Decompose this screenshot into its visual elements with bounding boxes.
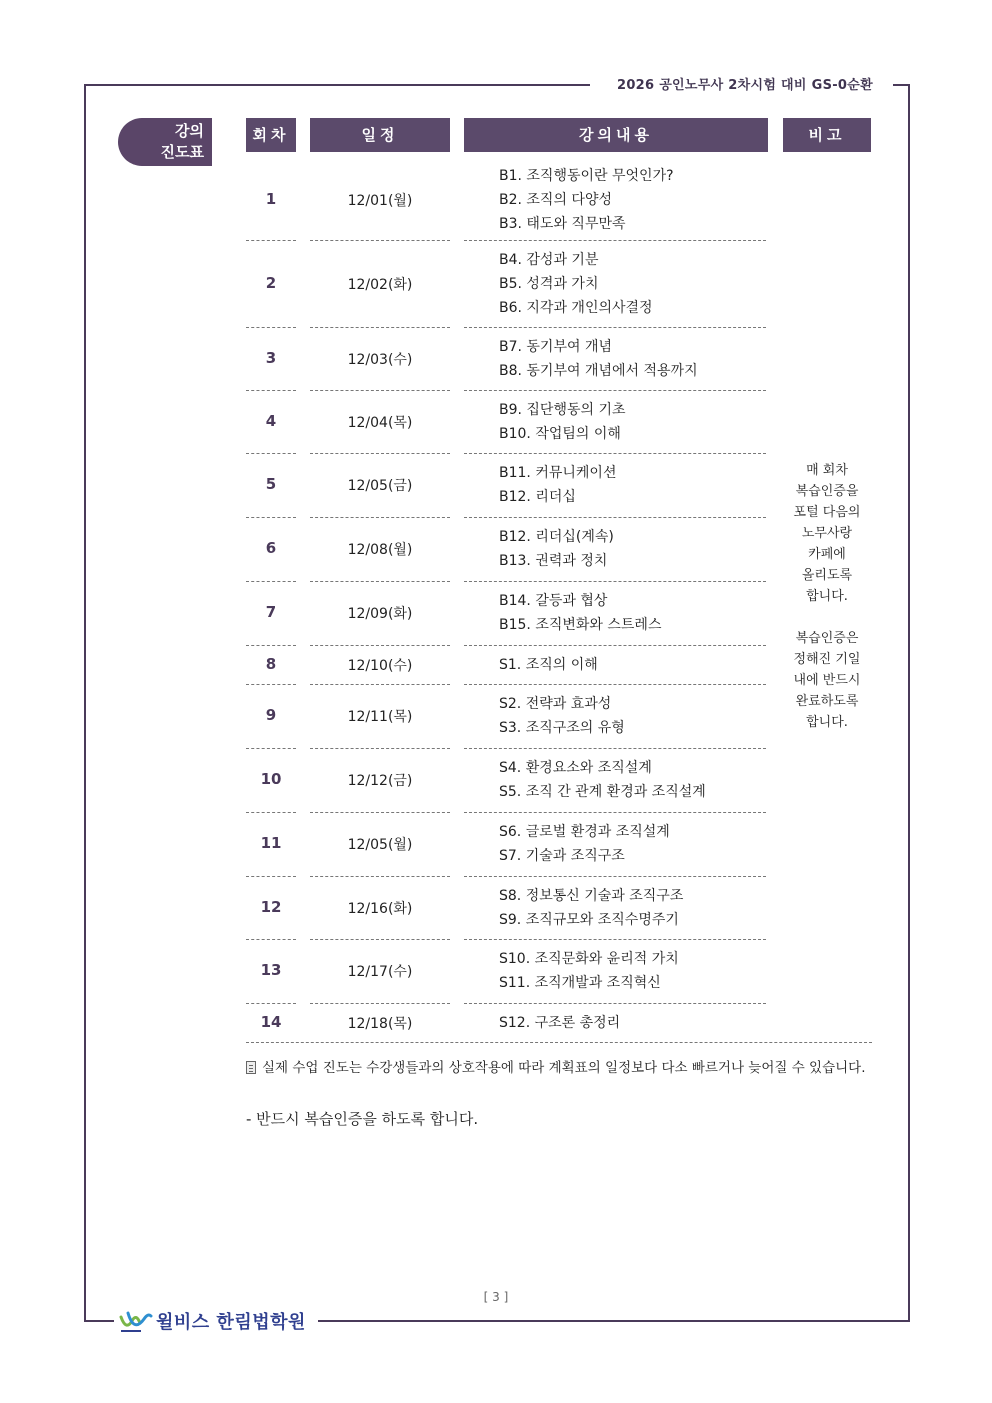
session-date: 12/05(월) bbox=[347, 837, 413, 853]
memo-icon bbox=[246, 1061, 256, 1074]
lecture-topic: B7. 동기부여 개념 bbox=[499, 338, 613, 355]
remark-line: 올리도록 bbox=[801, 568, 853, 583]
column-header-date: 일정 bbox=[310, 118, 450, 152]
schedule-note-text: 실제 수업 진도는 수강생들과의 상호작용에 따라 계획표의 일정보다 다소 빠르거나 늦어질 수 있습니다. bbox=[262, 1060, 866, 1076]
table-row bbox=[246, 327, 766, 390]
session-content bbox=[499, 335, 769, 383]
session-content bbox=[499, 947, 769, 995]
session-content bbox=[499, 525, 769, 573]
session-number: 9 bbox=[265, 706, 277, 724]
lecture-topic: B15. 조직변화와 스트레스 bbox=[499, 617, 662, 633]
session-number: 6 bbox=[265, 539, 277, 557]
frame-line-right bbox=[908, 84, 910, 1321]
lecture-topic: B6. 지각과 개인의사결정 bbox=[499, 299, 653, 316]
session-number: 10 bbox=[260, 770, 282, 788]
footer-logo bbox=[118, 1306, 306, 1336]
remark-line: 노무사랑 bbox=[801, 526, 853, 541]
table-row bbox=[246, 1003, 766, 1042]
lecture-topic: S10. 조직문화와 윤리적 가치 bbox=[499, 951, 679, 967]
session-content bbox=[499, 398, 769, 446]
lecture-topic: B12. 리더십(계속) bbox=[499, 529, 614, 545]
session-content bbox=[499, 248, 769, 320]
table-row bbox=[246, 939, 766, 1003]
table-row bbox=[246, 160, 766, 240]
lecture-topic: B11. 커뮤니케이션 bbox=[499, 465, 617, 481]
session-number: 1 bbox=[265, 190, 277, 208]
remark-line: 복습인증은 bbox=[795, 631, 859, 646]
lecture-topic: S11. 조직개발과 조직혁신 bbox=[499, 975, 661, 991]
frame-line-left bbox=[84, 84, 86, 1321]
table-row bbox=[246, 645, 766, 684]
session-content bbox=[499, 1011, 769, 1035]
session-content bbox=[499, 884, 769, 932]
lecture-topic: S6. 글로벌 환경과 조직설계 bbox=[499, 824, 670, 840]
session-number: 14 bbox=[260, 1012, 282, 1031]
session-number: 12 bbox=[260, 897, 282, 916]
section-tag-line2: 진도표 bbox=[160, 143, 204, 161]
column-header-session: 회차 bbox=[246, 118, 296, 152]
section-tag-line1: 강의 bbox=[175, 122, 204, 140]
remark-line: 매 회차 bbox=[806, 463, 848, 478]
lecture-topic: B2. 조직의 다양성 bbox=[499, 192, 613, 208]
lecture-topic: B9. 집단행동의 기초 bbox=[499, 401, 626, 418]
session-number: 4 bbox=[265, 411, 277, 430]
footer-logo-text: 윌비스 한림법학원 bbox=[156, 1312, 306, 1333]
session-date: 12/16(화) bbox=[347, 900, 413, 917]
session-content bbox=[499, 820, 769, 868]
session-date: 12/17(수) bbox=[347, 964, 413, 980]
lecture-topic: B12. 리더십 bbox=[499, 489, 576, 505]
lecture-topic: B4. 감성과 기분 bbox=[499, 251, 599, 268]
section-tag bbox=[118, 118, 212, 166]
remark-line: 카페에 bbox=[808, 547, 846, 562]
session-date: 12/02(화) bbox=[347, 276, 413, 293]
lecture-topic: B10. 작업팀의 이해 bbox=[499, 425, 621, 442]
lecture-topic: B13. 권력과 정치 bbox=[499, 553, 608, 569]
remark-paragraph-1 bbox=[783, 460, 871, 607]
frame-line-bottom bbox=[318, 1320, 910, 1322]
table-row bbox=[246, 517, 766, 581]
schedule-note bbox=[246, 1056, 886, 1076]
session-date: 12/09(화) bbox=[347, 606, 413, 622]
session-number: 3 bbox=[265, 348, 277, 367]
session-number: 5 bbox=[265, 475, 277, 493]
lecture-topic: S2. 전략과 효과성 bbox=[499, 696, 612, 712]
session-date: 12/01(월) bbox=[347, 193, 413, 209]
remark-line: 내에 반드시 bbox=[793, 673, 861, 688]
lecture-topic: S9. 조직규모와 조직수명주기 bbox=[499, 911, 679, 928]
document-header-title: 2026 공인노무사 2차시험 대비 GS-0순환 bbox=[616, 78, 873, 93]
lecture-topic: S4. 환경요소와 조직설계 bbox=[499, 760, 652, 776]
table-row bbox=[246, 812, 766, 876]
session-content bbox=[499, 164, 769, 236]
table-row bbox=[246, 240, 766, 327]
session-content bbox=[499, 692, 769, 740]
session-number: 11 bbox=[260, 834, 282, 852]
lecture-topic: S7. 기술과 조직구조 bbox=[499, 848, 625, 864]
table-row bbox=[246, 390, 766, 453]
session-date: 12/11(목) bbox=[347, 709, 413, 725]
session-content bbox=[499, 589, 769, 637]
session-date: 12/03(수) bbox=[347, 351, 413, 368]
remark-line: 합니다. bbox=[806, 589, 848, 604]
lecture-topic: S1. 조직의 이해 bbox=[499, 656, 598, 673]
remark-line: 완료하도록 bbox=[795, 694, 859, 709]
column-header-content: 강의내용 bbox=[464, 118, 768, 152]
lecture-topic: S5. 조직 간 관계 환경과 조직설계 bbox=[499, 784, 706, 800]
lecture-topic: S12. 구조론 총정리 bbox=[499, 1014, 621, 1031]
remark-line: 복습인증을 bbox=[795, 484, 859, 499]
session-content bbox=[499, 756, 769, 804]
table-row bbox=[246, 453, 766, 517]
table-row bbox=[246, 748, 766, 812]
session-date: 12/05(금) bbox=[347, 478, 413, 494]
frame-line-bottom-left bbox=[84, 1320, 114, 1322]
remark-paragraph-2 bbox=[783, 628, 871, 733]
remark-text bbox=[783, 460, 871, 754]
session-number: 2 bbox=[265, 273, 277, 292]
remark-line: 포털 다음의 bbox=[793, 505, 861, 520]
lecture-topic: B8. 동기부여 개념에서 적용까지 bbox=[499, 362, 698, 379]
session-date: 12/10(수) bbox=[347, 657, 413, 674]
table-row bbox=[246, 684, 766, 748]
session-date: 12/18(목) bbox=[347, 1015, 413, 1032]
table-row bbox=[246, 876, 766, 939]
session-number: 7 bbox=[265, 603, 277, 621]
table-row bbox=[246, 581, 766, 645]
row-divider bbox=[246, 1042, 872, 1043]
session-date: 12/08(월) bbox=[347, 542, 413, 558]
session-number: 8 bbox=[265, 654, 277, 673]
frame-line-top bbox=[84, 84, 590, 86]
remark-line: 정해진 기일 bbox=[793, 652, 861, 667]
lecture-topic: S3. 조직구조의 유형 bbox=[499, 720, 625, 736]
willbes-logo-icon bbox=[118, 1307, 154, 1335]
lecture-topic: B14. 갈등과 협상 bbox=[499, 593, 608, 609]
page-number: [ 3 ] bbox=[483, 1290, 509, 1304]
frame-line-top-right bbox=[893, 84, 909, 86]
lecture-topic: B3. 태도와 직무만족 bbox=[499, 216, 626, 232]
session-number: 13 bbox=[260, 961, 282, 979]
session-date: 12/04(목) bbox=[347, 414, 413, 431]
remark-line: 합니다. bbox=[806, 715, 848, 730]
lecture-topic: B1. 조직행동이란 무엇인가? bbox=[499, 168, 674, 184]
review-reminder: - 반드시 복습인증을 하도록 합니다. bbox=[246, 1110, 479, 1128]
lecture-topic: B5. 성격과 가치 bbox=[499, 275, 599, 292]
column-header-remark: 비고 bbox=[783, 118, 871, 152]
session-content bbox=[499, 653, 769, 677]
lecture-topic: S8. 정보통신 기술과 조직구조 bbox=[499, 887, 684, 904]
session-content bbox=[499, 461, 769, 509]
session-date: 12/12(금) bbox=[347, 773, 413, 789]
